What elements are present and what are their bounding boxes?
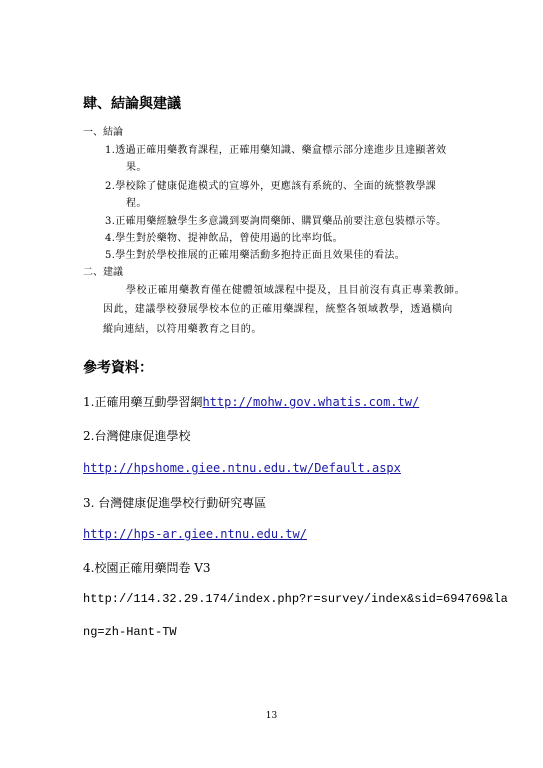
- section-title: 肆、結論與建議: [83, 96, 181, 112]
- reference-2-label: 2.台灣健康促進學校: [83, 429, 191, 443]
- reference-3-link[interactable]: http://hps-ar.giee.ntnu.edu.tw/: [83, 527, 307, 541]
- suggestion-line-1: 學校正確用藥教育僅在健體領域課程中提及，且目前沒有真正專業教師。: [126, 285, 466, 296]
- reference-3-label: 3. 台灣健康促進學校行動研究專區: [83, 496, 267, 510]
- reference-1-label: 1.正確用藥互動學習網: [83, 395, 203, 409]
- conclusion-item-1-cont: 果。: [126, 162, 147, 173]
- references-heading: 參考資料：: [83, 360, 153, 376]
- conclusion-item-2: 2.學校除了健康促進模式的宣導外，更應該有系統的、全面的統整教學課: [105, 181, 437, 192]
- suggestion-heading: 二、建議: [83, 267, 123, 278]
- conclusion-item-2-cont: 程。: [126, 198, 147, 209]
- reference-1-link[interactable]: http://mohw.gov.whatis.com.tw/: [202, 395, 420, 409]
- reference-4-url-line-1: http://114.32.29.174/index.php?r=survey/index&sid=694769&la: [83, 592, 508, 606]
- reference-1: [83, 393, 419, 410]
- reference-4-url-line-2: ng=zh-Hant-TW: [83, 625, 177, 639]
- conclusion-item-1: 1.透過正確用藥教育課程，正確用藥知識、藥盒標示部分達進步且達顯著效: [105, 145, 447, 156]
- conclusion-item-5: 5.學生對於學校推展的正確用藥活動多抱持正面且效果佳的看法。: [105, 250, 406, 261]
- page-number: 13: [265, 711, 278, 721]
- suggestion-line-3: 縱向連結，以符用藥教育之目的。: [103, 324, 262, 335]
- conclusion-item-3: 3.正確用藥經驗學生多意識到要詢問藥師、購買藥品前要注意包裝標示等。: [105, 216, 447, 227]
- conclusion-item-4: 4.學生對於藥物、提神飲品，曾使用過的比率均低。: [105, 233, 343, 244]
- conclusion-heading: 一、結論: [83, 127, 123, 138]
- reference-2-link[interactable]: http://hpshome.giee.ntnu.edu.tw/Default.aspx: [83, 461, 401, 475]
- reference-4-label: 4.校園正確用藥問卷 V3: [83, 561, 211, 575]
- suggestion-line-2: 因此，建議學校發展學校本位的正確用藥課程，統整各領域教學，透過橫向: [103, 304, 453, 315]
